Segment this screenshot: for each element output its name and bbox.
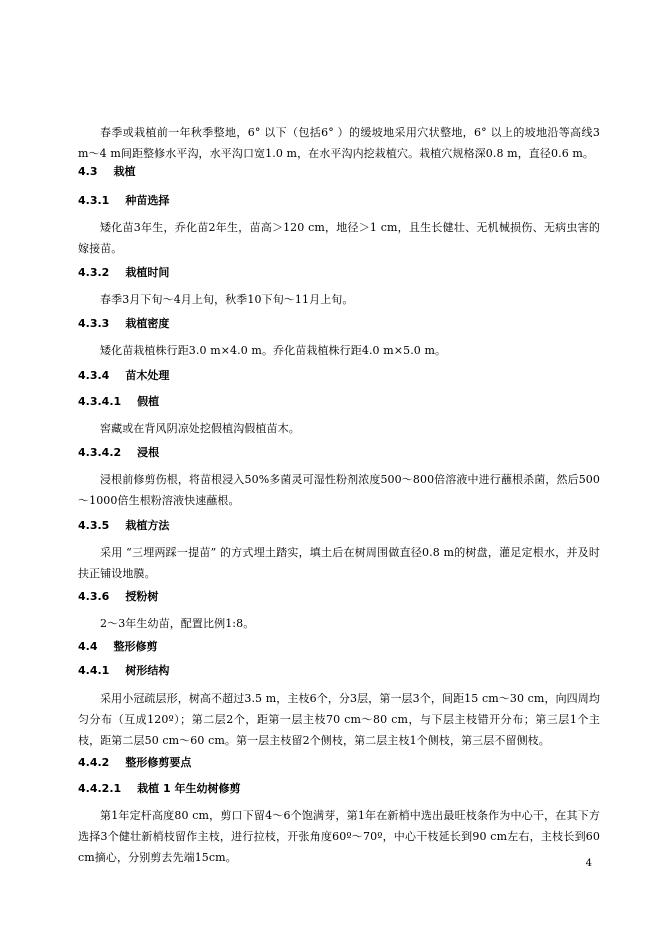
- paragraph-young-tree-pruning: [78, 805, 600, 868]
- paragraph-text: 采用 “三埋两踩一提苗” 的方式埋土踏实，填土后在树周围做直径0.8 m的树盘，灌足定根水，并及时扶正铺设地膜。: [78, 546, 600, 580]
- heading-4-3-4-2: [78, 445, 600, 461]
- section-number: 4.3.4.2: [78, 446, 122, 459]
- heading-4-3-3: [78, 316, 600, 332]
- section-title: 授粉树: [125, 590, 159, 603]
- section-number: 4.4.1: [78, 664, 110, 677]
- heading-4-3: [78, 164, 600, 180]
- section-number: 4.3.5: [78, 519, 110, 532]
- section-title: 栽植密度: [125, 317, 170, 330]
- paragraph-text: 春季3月下旬～4月上旬，秋季10下旬～11月上旬。: [100, 293, 354, 306]
- paragraph-text: 采用小冠疏层形，树高不超过3.5 m，主枝6个，分3层，第一层3个，间距15 cm～30 cm，向四周均匀分布（互成120º）；第二层2个，距第一层主枝70 cm～80 cm，与下层主枝错开分布；第三层1个主枝，距第二层50 cm～60 cm。第一层主枝留2个侧枝，第二层主枝1个侧枝，第三层不留侧枝。: [78, 692, 600, 747]
- paragraph-text: 矮化苗3年生，乔化苗2年生，苗高＞120 cm，地径＞1 cm，且生长健壮、无机械损伤、无病虫害的嫁接苗。: [78, 221, 600, 255]
- paragraph-text: 窖藏或在背风阴凉处挖假植沟假植苗木。: [100, 422, 300, 435]
- section-number: 4.4.2: [78, 756, 110, 769]
- heading-4-3-2: [78, 265, 600, 281]
- heading-4-3-1: [78, 193, 600, 209]
- paragraph-heeling-in: [78, 418, 600, 439]
- section-title: 栽植时间: [125, 266, 170, 279]
- paragraph-planting-time: [78, 289, 600, 310]
- section-title: 苗木处理: [125, 369, 170, 382]
- paragraph-planting-method: [78, 542, 600, 584]
- paragraph-text: 2～3年生幼苗，配置比例1:8。: [100, 617, 255, 630]
- section-title: 栽植 1 年生幼树修剪: [137, 782, 241, 795]
- heading-4-3-6: [78, 589, 600, 605]
- heading-4-4-1: [78, 663, 600, 679]
- section-title: 栽植: [113, 165, 136, 178]
- section-title: 整形修剪要点: [125, 756, 192, 769]
- heading-4-4: [78, 639, 600, 655]
- section-title: 整形修剪: [113, 640, 158, 653]
- section-number: 4.3.1: [78, 194, 110, 207]
- section-title: 栽植方法: [125, 519, 170, 532]
- section-number: 4.3.4.1: [78, 395, 122, 408]
- heading-4-3-5: [78, 518, 600, 534]
- heading-4-3-4-1: [78, 394, 600, 410]
- paragraph-pollinizer: [78, 613, 600, 634]
- heading-4-3-4: [78, 368, 600, 384]
- section-number: 4.3.6: [78, 590, 110, 603]
- section-number: 4.4.2.1: [78, 782, 122, 795]
- page-number: 4: [585, 858, 592, 869]
- section-number: 4.3.3: [78, 317, 110, 330]
- section-title: 浸根: [137, 446, 160, 459]
- paragraph-text: 春季或栽植前一年秋季整地，6° 以下（包括6° ）的缓坡地采用穴状整地，6° 以上的坡地沿等高线3 m～4 m间距整修水平沟，水平沟口宽1.0 m，在水平沟内挖栽植穴。栽植穴规格深0.8 m，直径0.6 m。: [78, 126, 600, 160]
- paragraph-planting-density: [78, 340, 600, 361]
- paragraph-text: 矮化苗栽植株行距3.0 m×4.0 m。乔化苗栽植株行距4.0 m×5.0 m。: [100, 344, 447, 357]
- section-number: 4.4: [78, 640, 98, 653]
- section-number: 4.3.2: [78, 266, 110, 279]
- paragraph-text: 浸根前修剪伤根，将苗根浸入50%多菌灵可湿性粉剂浓度500～800倍溶液中进行蘸根杀菌，然后500～1000倍生根粉溶液快速蘸根。: [78, 473, 600, 507]
- heading-4-4-2: [78, 755, 600, 771]
- paragraph-root-soaking: [78, 469, 600, 511]
- section-title: 种苗选择: [125, 194, 170, 207]
- section-number: 4.3.4: [78, 369, 110, 382]
- section-title: 假植: [137, 395, 160, 408]
- heading-4-4-2-1: [78, 781, 600, 797]
- paragraph-seedling-selection: [78, 217, 600, 259]
- section-number: 4.3: [78, 165, 98, 178]
- section-title: 树形结构: [125, 664, 170, 677]
- paragraph-text: 第1年定杆高度80 cm，剪口下留4～6个饱满芽，第1年在新梢中选出最旺枝条作为中心干，在其下方选择3个健壮新梢枝留作主枝，进行拉枝，开张角度60º～70º，中心干枝延长到90 cm左右，主枝长到60 cm摘心，分别剪去先端15cm。: [78, 809, 600, 864]
- paragraph-land-preparation: [78, 122, 600, 164]
- paragraph-tree-structure: [78, 688, 600, 751]
